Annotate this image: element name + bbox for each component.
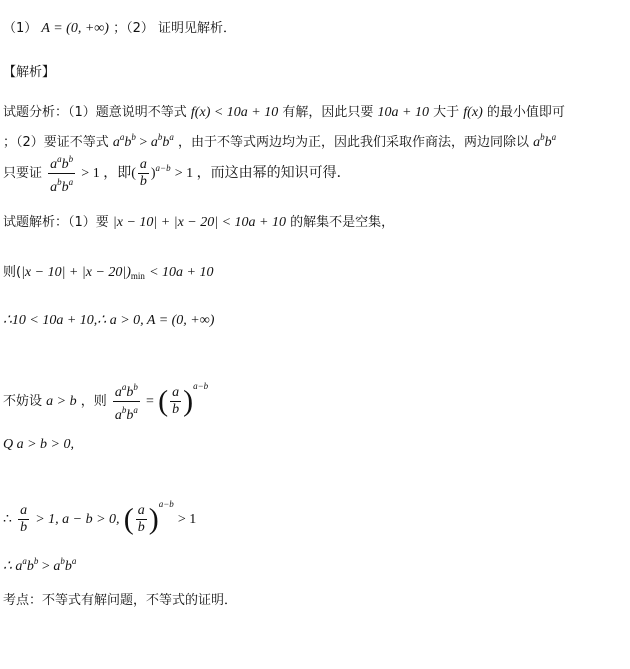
analysis-text: 试题分析：（1）题意说明不等式 [3,105,187,120]
expr-fx: f(x) [463,105,483,120]
expr-divisor: $a^bb^a$ [533,132,557,150]
answer-separator: ；（2） [113,21,154,36]
inequality-fx: f(x) < 10a + 10 [190,105,279,120]
min-subscript: min [130,271,145,281]
section-header: 【解析】 [3,65,56,80]
key-points: 考点：不等式有解问题，不等式的证明． [3,593,238,608]
answer-line [3,20,236,38]
analysis-text: > 1 ，即( [81,166,136,181]
answer-proof-note: 证明见解析． [157,21,236,36]
solution-line-5 [3,436,74,454]
solution-line-3 [3,312,214,330]
assumption-ab: a > b [46,394,77,409]
final-conclusion: ∴ $a^ab^b > a^bb^a$ [3,556,77,574]
inequality-power: $a^ab^b > a^bb^a$ [112,132,174,150]
analysis-line-2 [3,128,556,152]
ratio-fraction-4: $\frac{a}{b}$ [137,503,145,535]
solution-line-7 [3,552,76,576]
analysis-text: 大于 [433,105,460,120]
answer-set-a: A = (0, +∞) [41,21,109,36]
abs-sum-expr: |x − 10| + |x − 20|) [21,265,131,280]
ratio-fraction-3: $\frac{a}{b}$ [20,503,28,535]
therefore-symbol: ∴ [3,512,12,527]
solution-text: 试题解析：（1）要 [3,215,109,230]
solution-line-4: 不妨设 a > b ，则 $\frac{a^ab^b}{a^bb^a}$ = ( $\frac{a}{b}$ )$^{a-b}$ [3,381,209,423]
ratio-conditions: > 1, a − b > 0, [35,512,120,527]
solution-text: 则( [3,265,22,280]
solution-line-2 [3,264,213,285]
analysis-text: > 1 ，而这由幂的知识可得． [174,166,351,181]
expr-10a10: 10a + 10 [377,105,429,120]
solution-text: 的解集不是空集， [290,215,395,230]
abs-inequality: |x − 10| + |x − 20| < 10a + 10 [112,215,286,230]
ratio-fraction-2: $\frac{a}{b}$ [172,385,180,417]
solution-text: ，则 [80,394,107,409]
solution-line-6: ∴ $\frac{a}{b}$ > 1, a − b > 0, ( $\frac{a}{b}$ )$^{a-b}$ > 1 [3,499,197,536]
solution-line-1 [3,214,394,232]
quotient-fraction: $\frac{a^ab^b}{a^bb^a}$ [48,151,75,196]
power-gt-one: > 1 [177,512,197,527]
solution-text: 不妨设 [3,394,43,409]
analysis-text: 有解，因此只要 [282,105,374,120]
analysis-line-3: 只要证 $\frac{a^ab^b}{a^bb^a}$ > 1 ，即( $\frac{a}{b}$ )$^{a-b}$ > 1 ，而这由幂的知识可得． [3,150,351,196]
quotient-fraction-2: $\frac{a^ab^b}{a^bb^a}$ [113,379,140,424]
analysis-text: ，由于不等式两边均为正，因此我们采取作商法，两边同除以 [177,135,529,150]
analysis-text: 的最小值即可 [486,105,565,120]
solution-conclusion-a: ∴10 < 10a + 10,∴ a > 0, A = (0, +∞) [3,313,215,328]
condition-ab-positive: Q a > b > 0, [3,437,75,452]
answer-part1-label: （1） [3,21,38,36]
solution-rhs: < 10a + 10 [149,265,214,280]
analysis-text: 只要证 [3,166,43,181]
analysis-line-1 [3,104,565,122]
analysis-text: ；（2）要证不等式 [3,135,109,150]
ratio-fraction: $\frac{a}{b}$ [139,157,147,189]
